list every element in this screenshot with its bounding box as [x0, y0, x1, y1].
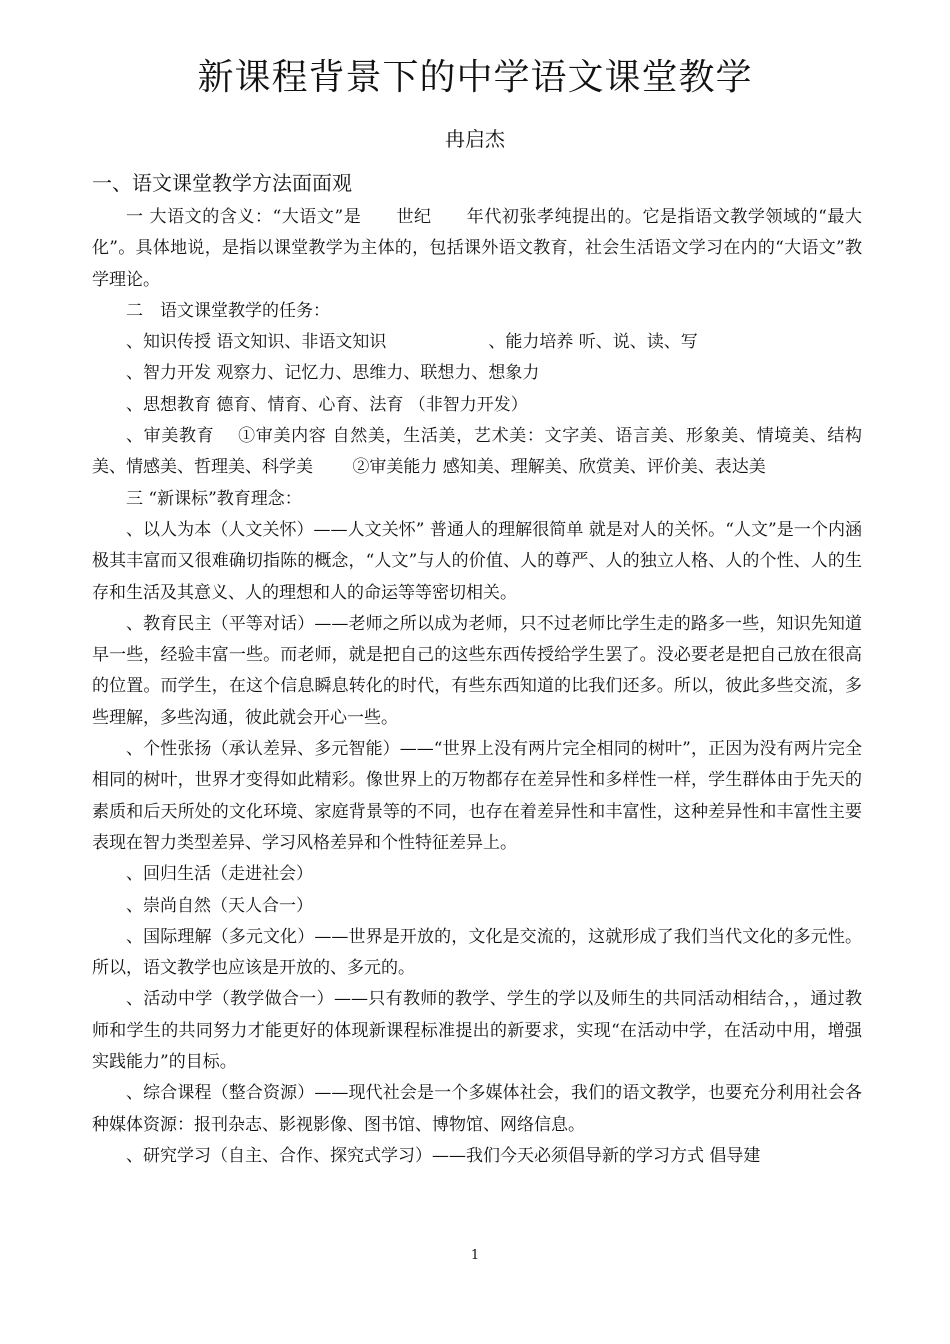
paragraph-intelligence: 、智力开发 观察力、记忆力、思维力、联想力、想象力	[126, 363, 540, 384]
paragraph-knowledge-ability: 、知识传授 语文知识、非语文知识 、能力培养 听、说、读、写	[126, 332, 698, 353]
paragraph-integrated-curriculum: 、综合课程（整合资源）——现代社会是一个多媒体社会，我们的语文教学，也要充分利用社会各种媒体资源：报刊杂志、影视影像、图书馆、博物馆、网络信息。	[92, 1083, 862, 1135]
paragraph-moral-education: 、思想教育 德育、情育、心育、法育 （非智力开发）	[126, 394, 528, 415]
paragraph-individuality: 、个性张扬（承认差异、多元智能）——“世界上没有两片完全相同的树叶”，正因为没有两片完全相同的树叶，世界才变得如此精彩。像世界上的万物都存在差异性和多样性一样，学生群体由于先天的素质和后天所处的文化环境、家庭背景等的不同，也存在着差异性和丰富性，这种差异性和丰富性主要表现在智力类型差异、学习风格差异和个性特征差异上。	[92, 739, 862, 853]
paragraph-international-understanding: 、国际理解（多元文化）——世界是开放的，文化是交流的，这就形成了我们当代文化的多元性。所以，语文教学也应该是开放的、多元的。	[92, 926, 862, 979]
paragraph-nature: 、崇尚自然（天人合一）	[126, 895, 313, 916]
paragraph-learning-by-doing: 、活动中学（教学做合一）——只有教师的教学、学生的学以及师生的共同活动相结合，，通过教师和学生的共同努力才能更好的体现新课程标准提出的新要求，实现“在活动中学，在活动中用，增强实践能力”的目标。	[92, 989, 862, 1073]
paragraph-tasks-heading: 二 语文课堂教学的任务：	[126, 300, 330, 321]
author-name: 冉启杰	[445, 127, 505, 151]
paragraph-education-democracy: 、教育民主（平等对话）——老师之所以成为老师，只不过老师比学生走的路多一些，知识先知道早一些，经验丰富一些。而老师，就是把自己的这些东西传授给学生罢了。没必要老是把自己放在很高的位置。而学生，在这个信息瞬息转化的时代，有些东西知道的比我们还多。所以，彼此多些交流，多些理解，多些沟通，彼此就会开心一些。	[92, 613, 862, 728]
paragraph-aesthetic-education: 、审美教育 ①审美内容 自然美，生活美，艺术美：文字美、语言美、形象美、情境美、结构美、情感美、哲理美、科学美 ②审美能力 感知美、理解美、欣赏美、评价美、表达美	[92, 426, 862, 478]
paragraph-research-learning: 、研究学习（自主、合作、探究式学习）——我们今天必须倡导新的学习方式 倡导建	[126, 1145, 761, 1166]
document-body	[92, 202, 862, 1172]
section-heading: 一、语文课堂教学方法面面观	[92, 171, 352, 195]
document-title: 新课程背景下的中学语文课堂教学	[197, 57, 753, 98]
paragraph-return-to-life: 、回归生活（走进社会）	[126, 864, 313, 885]
page-number: 1	[470, 1248, 480, 1263]
paragraph-new-standard-heading: 三 “新课标”教育理念：	[126, 488, 302, 509]
paragraph-big-chinese-definition: 一 大语文的含义：“大语文”是 世纪 年代初张孝纯提出的。它是指语文教学领域的“最大化”。具体地说，是指以课堂教学为主体的，包括课外语文教育，社会生活语文学习在内的“大语文”教学理论。	[92, 207, 862, 290]
paragraph-people-oriented: 、以人为本（人文关怀）——人文关怀” 普通人的理解很简单 就是对人的关怀。“人文”是一个内涵极其丰富而又很难确切指陈的概念，“人文”与人的价值、人的尊严、人的独立人格、人的个性、人的生存和生活及其意义、人的理想和人的命运等等密切相关。	[92, 519, 862, 603]
